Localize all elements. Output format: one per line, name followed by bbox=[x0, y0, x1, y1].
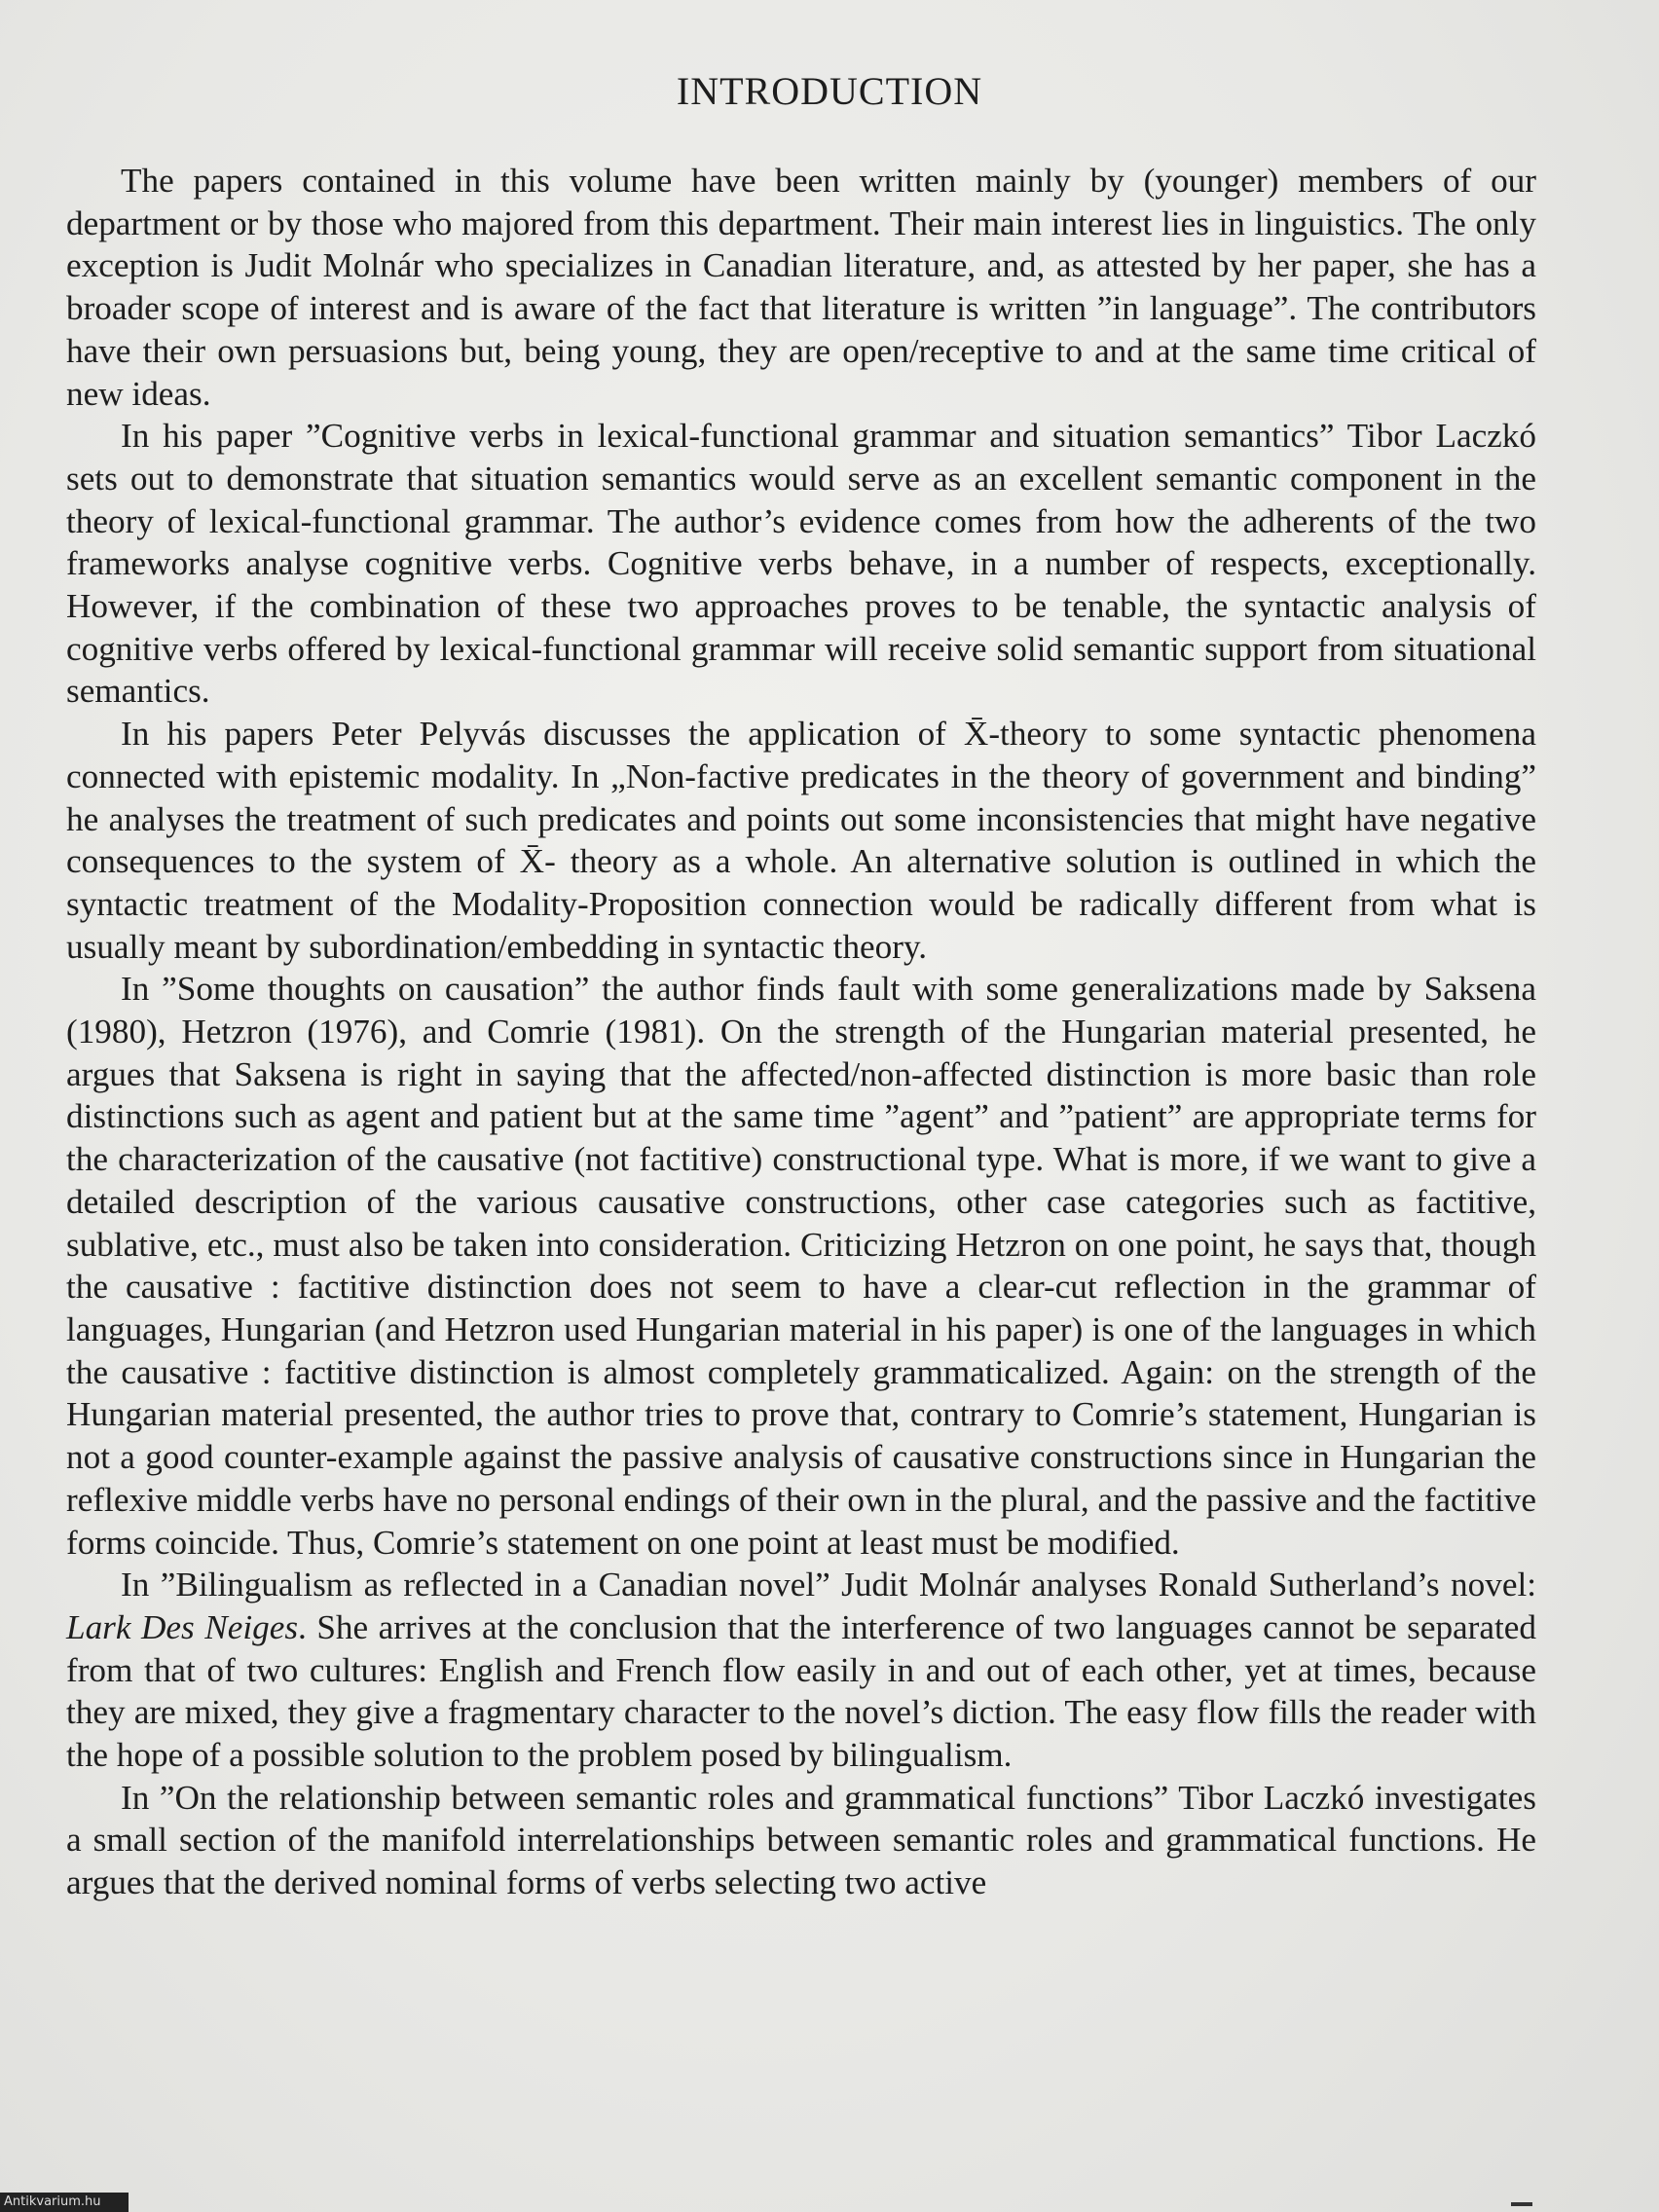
paragraph-6: In ”On the relationship between semantic roles and grammatical functions” Tibor Laczkó investigates a small section of the manifold interrelationships between semantic roles and grammatical functions. He argues that the derived nominal forms of verbs selecting two active bbox=[66, 1778, 1536, 1902]
paragraph-5-lead: In ”Bilingualism as reflected in a Canadian novel” Judit Molnár analyses Ronald Sutherland’s novel: bbox=[121, 1566, 1536, 1604]
watermark: Antikvarium.hu bbox=[0, 2193, 129, 2212]
paragraph-5-rest: . She arrives at the conclusion that the interference of two languages cannot be separated from that of two cultures: English and French flow easily in and out of each other, yet at times, because they are mixed, they give a fragmentary character to the novel’s diction. The easy flow fills the reader with the hope of a possible solution to the problem posed by bilingualism. bbox=[66, 1607, 1536, 1775]
novel-title: Lark Des Neiges bbox=[66, 1607, 299, 1646]
paragraph-2: In his paper ”Cognitive verbs in lexical-functional grammar and situation semantics” Tibor Laczkó sets out to demonstrate that situation semantics would serve as an excellent semantic component in the theory of lexical-functional grammar. The author’s evidence comes from how the adherents of the two frameworks analyse cognitive verbs. Cognitive verbs behave, in a number of respects, exceptionally. However, if the combination of these two approaches proves to be tenable, the syntactic analysis of cognitive verbs offered by lexical-functional grammar will receive solid semantic support from situational semantics. bbox=[66, 417, 1536, 711]
body-text bbox=[66, 160, 1536, 1904]
page-mark bbox=[1511, 2202, 1532, 2206]
page-title: INTRODUCTION bbox=[676, 69, 983, 113]
paragraph-4: In ”Some thoughts on causation” the author finds fault with some generalizations made by Saksena (1980), Hetzron (1976), and Comrie (1981). On the strength of the Hungarian material presented, he argues that Saksena is right in saying that the affected/non-affected distinction is more basic than role distinctions such as agent and patient but at the same time ”agent” and ”patient” are appropriate terms for the characterization of the causative (not factitive) constructional type. What is more, if we want to give a detailed description of the various causative constructions, other case categories such as factitive, sublative, etc., must also be taken into consideration. Criticizing Hetzron on one point, he says that, though the causative : factitive distinction does not seem to have a clear-cut reflection in the grammar of languages, Hungarian (and Hetzron used Hungarian material in his paper) is one of the languages in which the causative : factitive distinction is almost completely grammaticalized. Again: on the strength of the Hungarian material presented, the author tries to prove that, contrary to Comrie’s statement, Hungarian is not a good counter-example against the passive analysis of causative constructions since in Hungarian the reflexive middle verbs have no personal endings of their own in the plural, and the passive and the factitive forms coincide. Thus, Comrie’s statement on one point at least must be modified. bbox=[66, 970, 1536, 1562]
paragraph-1: The papers contained in this volume have been written mainly by (younger) members of our department or by those who majored from this department. Their main interest lies in linguistics. The only exception is Judit Molnár who specializes in Canadian literature, and, as attested by her paper, she has a broader scope of interest and is aware of the fact that literature is written ”in language”. The contributors have their own persuasions but, being young, they are open/receptive to and at the same time critical of new ideas. bbox=[66, 162, 1536, 413]
paragraph-5 bbox=[66, 1564, 1536, 1777]
paragraph-3: In his papers Peter Pelyvás discusses the application of X̄-theory to some syntactic phenomena connected with epistemic modality. In „Non-factive predicates in the theory of government and binding” he analyses the treatment of such predicates and points out some inconsistencies that might have negative consequences to the system of X̄- theory as a whole. An alternative solution is outlined in which the syntactic treatment of the Modality-Proposition connection would be radically different from what is usually meant by subordination/embedding in syntactic theory. bbox=[66, 715, 1536, 966]
